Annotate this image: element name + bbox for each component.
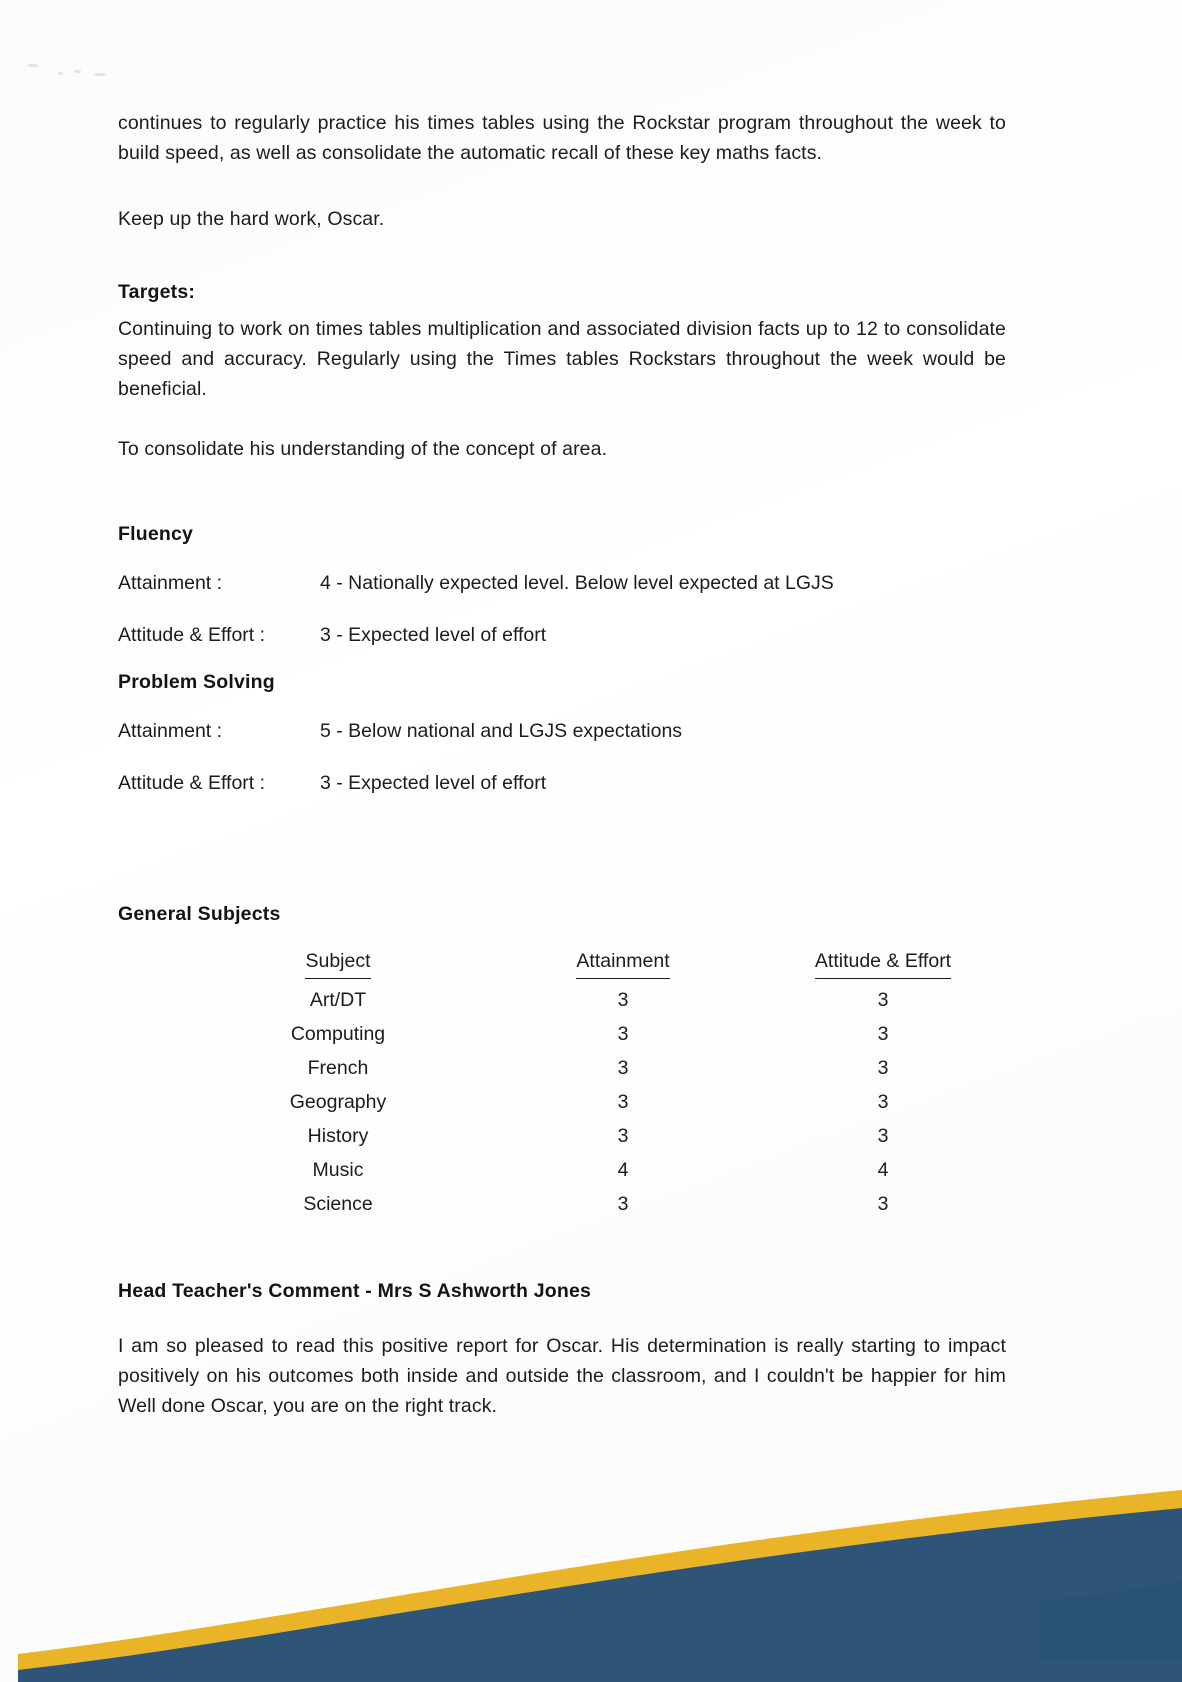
spacer <box>118 234 1006 278</box>
column-header-subject: Subject <box>188 946 488 983</box>
targets-paragraph-2: To consolidate his understanding of the concept of area. <box>118 438 608 460</box>
spacer <box>118 168 1006 204</box>
table-row <box>188 1085 1008 1119</box>
fluency-attainment-row <box>118 568 1006 598</box>
head-teacher-comment-heading: Head Teacher's Comment - Mrs S Ashworth Jones <box>118 1280 592 1302</box>
cell-effort: 3 <box>877 1057 889 1079</box>
scan-artifact <box>74 70 81 73</box>
targets-paragraph-1: Continuing to work on times tables multiplication and associated division facts up to 12 to consolidate speed and accuracy. Regularly using the Times tables Rockstars throughout the week would be beneficial. <box>118 318 1006 400</box>
cell-subject: Art/DT <box>309 989 367 1011</box>
fluency-attainment-label: Attainment : <box>118 572 223 594</box>
cell-effort: 4 <box>877 1159 889 1181</box>
fluency-heading: Fluency <box>118 523 194 545</box>
problem-solving-attainment-value: 5 - Below national and LGJS expectations <box>320 720 683 742</box>
cell-subject: French <box>307 1057 369 1079</box>
cell-subject: Music <box>312 1159 364 1181</box>
cell-effort: 3 <box>877 989 889 1011</box>
cell-subject: Computing <box>290 1023 386 1045</box>
cell-subject: Geography <box>289 1091 387 1113</box>
cell-attainment: 3 <box>617 1091 629 1113</box>
table-header-row <box>188 946 1008 983</box>
fluency-effort-label: Attitude & Effort : <box>118 624 266 646</box>
cell-attainment: 3 <box>617 1125 629 1147</box>
problem-solving-effort-row <box>118 768 1006 798</box>
table-row <box>188 1119 1008 1153</box>
problem-solving-heading: Problem Solving <box>118 671 275 693</box>
problem-solving-effort-label: Attitude & Effort : <box>118 772 266 794</box>
cell-attainment: 3 <box>617 1023 629 1045</box>
cell-attainment: 3 <box>617 989 629 1011</box>
table-row <box>188 983 1008 1017</box>
cell-attainment: 3 <box>617 1057 629 1079</box>
column-header-attainment: Attainment <box>488 946 758 983</box>
table-head <box>188 946 1008 983</box>
cell-attainment: 4 <box>617 1159 629 1181</box>
general-subjects-table <box>188 946 1008 1221</box>
intro-paragraph: continues to regularly practice his times tables using the Rockstar program throughout the week to build speed, as well as consolidate the automatic recall of these key maths facts. <box>118 112 1006 164</box>
table-body <box>188 983 1008 1221</box>
table-row <box>188 1051 1008 1085</box>
targets-heading: Targets: <box>118 281 196 303</box>
document-body <box>118 108 1006 1421</box>
fluency-effort-value: 3 - Expected level of effort <box>320 624 547 646</box>
fluency-attainment-value: 4 - Nationally expected level. Below level expected at LGJS <box>320 572 834 594</box>
column-header-effort: Attitude & Effort <box>758 946 1008 983</box>
spacer <box>118 1221 1006 1277</box>
cell-effort: 3 <box>877 1091 889 1113</box>
problem-solving-attainment-label: Attainment : <box>118 720 223 742</box>
cell-subject: History <box>307 1125 369 1147</box>
problem-solving-attainment-row <box>118 716 1006 746</box>
cell-subject: Science <box>303 1193 373 1215</box>
scan-artifact <box>58 72 63 75</box>
scan-artifact <box>94 73 106 76</box>
spacer <box>118 404 1006 434</box>
cell-effort: 3 <box>877 1193 889 1215</box>
spacer <box>118 798 1006 878</box>
fluency-effort-row <box>118 620 1006 650</box>
problem-solving-effort-value: 3 - Expected level of effort <box>320 772 547 794</box>
head-teacher-comment-text: I am so pleased to read this positive report for Oscar. His determination is really starting to impact positively on his outcomes both inside and outside the classroom, and I couldn't be happier for him Well done Oscar, you are on the right track. <box>118 1335 1006 1417</box>
table-row <box>188 1017 1008 1051</box>
scan-artifact <box>28 64 38 67</box>
encouragement-paragraph: Keep up the hard work, Oscar. <box>118 208 385 230</box>
spacer <box>118 464 1006 520</box>
cell-effort: 3 <box>877 1125 889 1147</box>
general-subjects-heading: General Subjects <box>118 903 281 925</box>
table-row <box>188 1153 1008 1187</box>
cell-attainment: 3 <box>617 1193 629 1215</box>
cell-effort: 3 <box>877 1023 889 1045</box>
table-row <box>188 1187 1008 1221</box>
